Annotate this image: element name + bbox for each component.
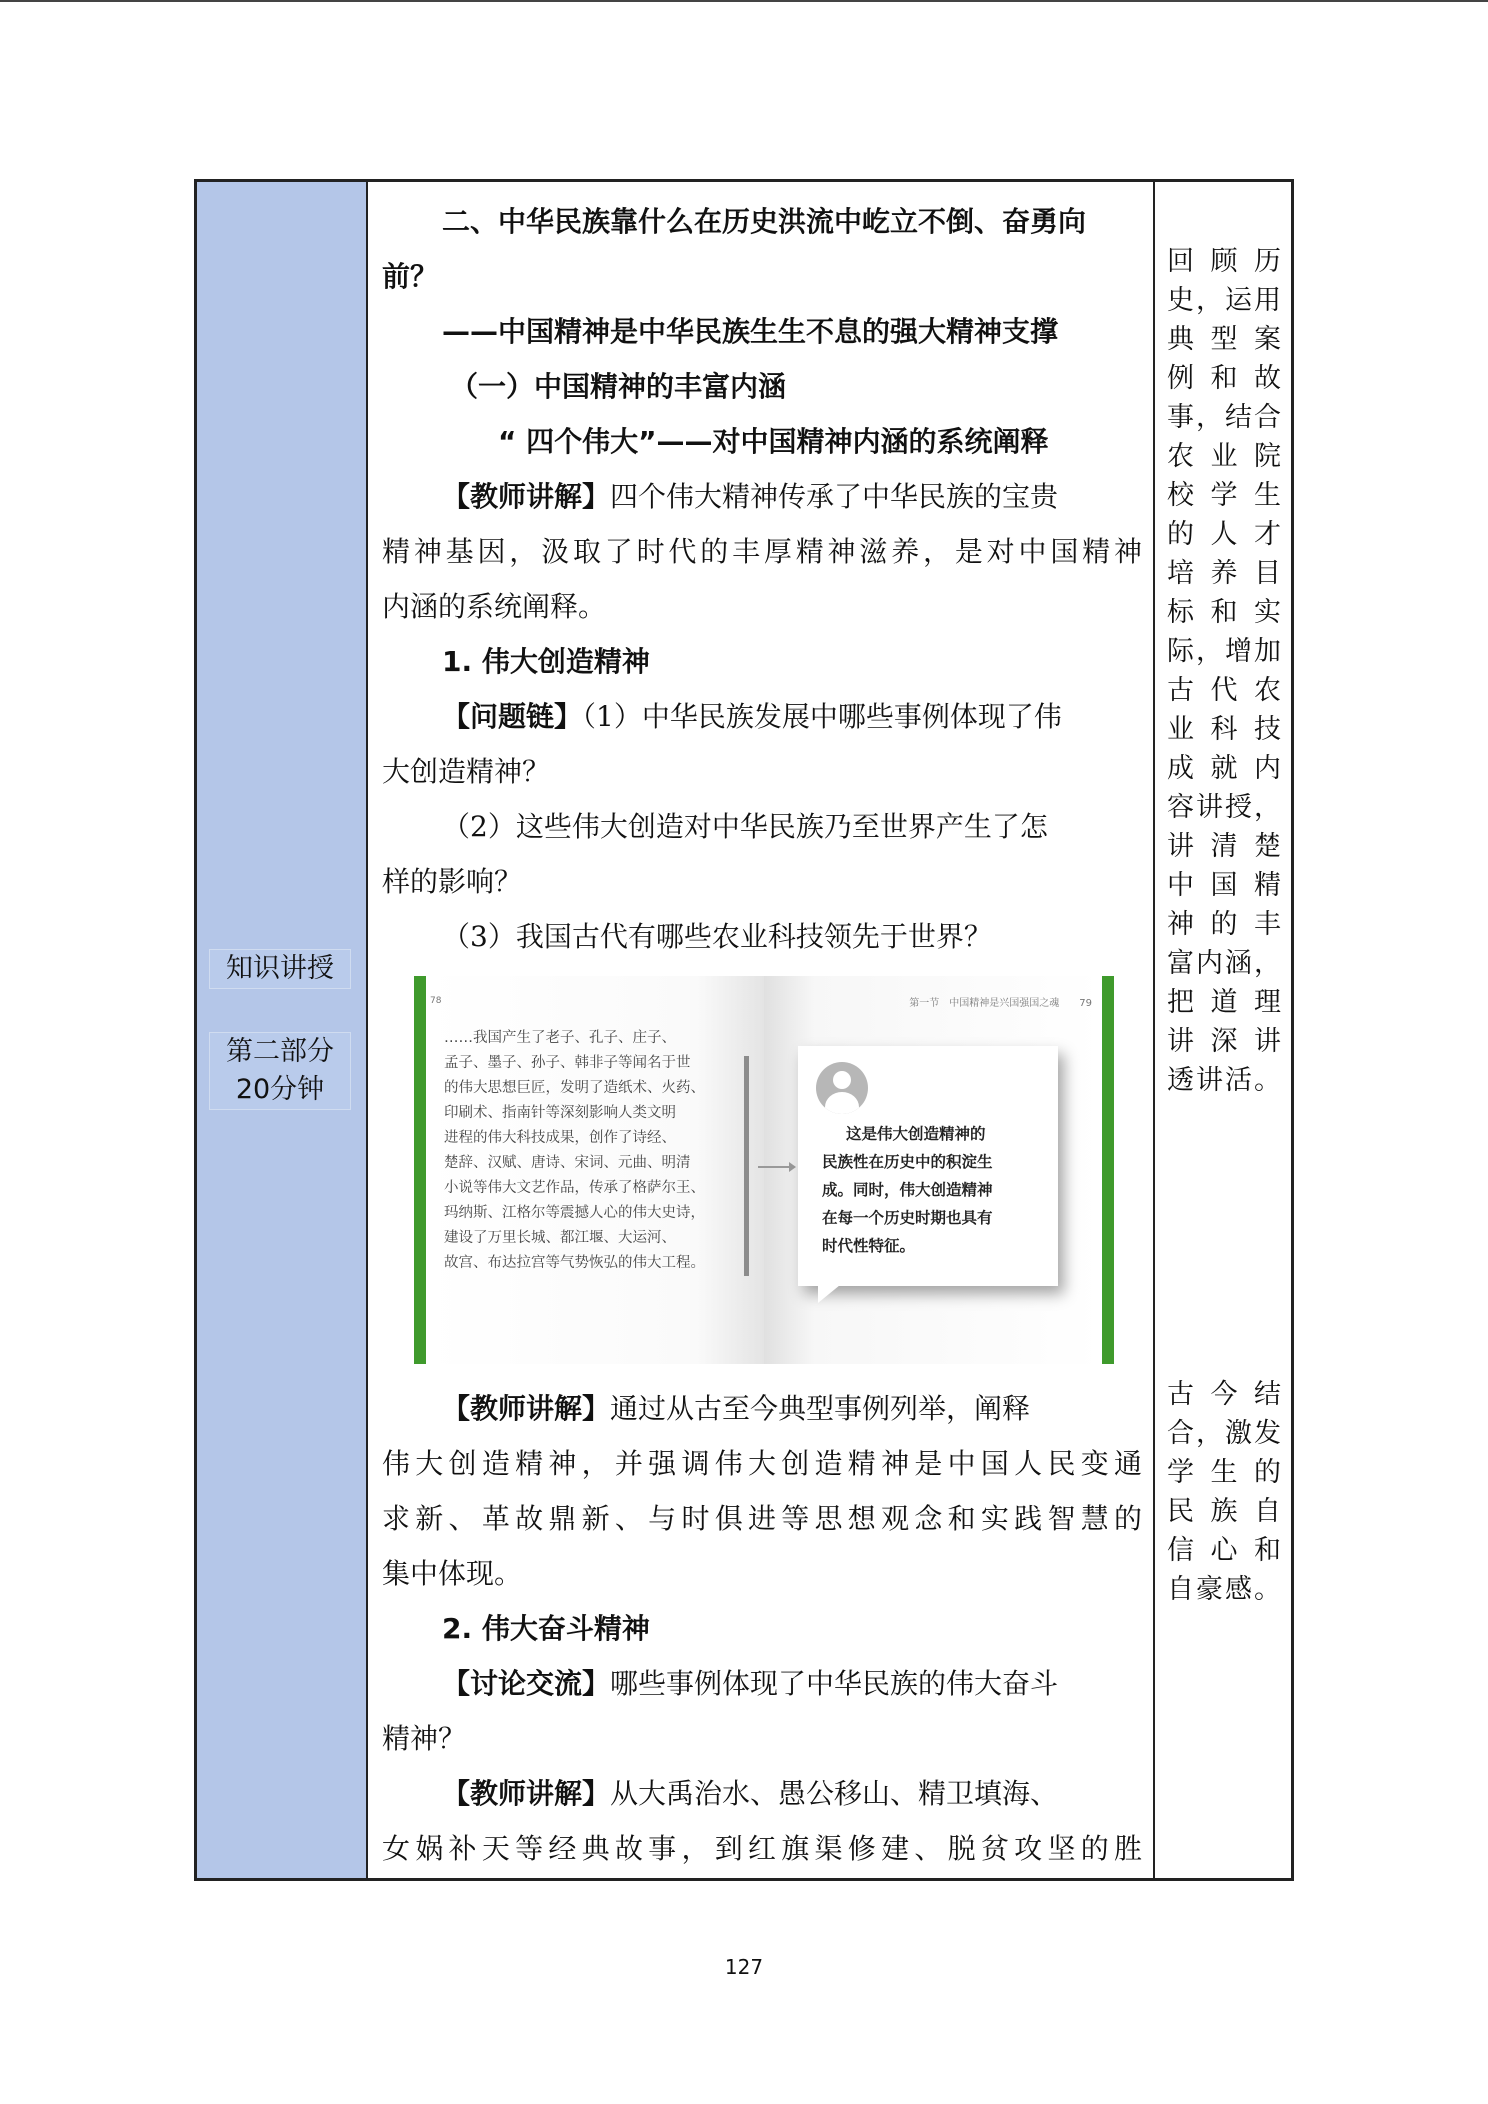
note-line: 富内涵， (1167, 948, 1281, 979)
question-tag: 【问题链】 (442, 700, 583, 733)
question-text: （1）中华民族发展中哪些事例体现了伟 (582, 700, 1062, 733)
section-heading-line-1: 二、中华民族靠什么在历史洪流中屹立不倒、奋勇向 (442, 205, 1087, 238)
book-running-header: 第一节 中国精神是兴国强国之魂 79 (909, 998, 1092, 1009)
note-line: 际，增加 (1167, 636, 1281, 667)
paragraph-line (382, 1381, 1142, 1436)
section-heading-line-2: 前？ (382, 260, 439, 293)
discussion-line: 精神？ (382, 1722, 467, 1755)
quote-line: 的伟大思想巨匠，发明了造纸术、火药、 (444, 1080, 705, 1096)
part-name: 第二部分 (226, 1036, 334, 1067)
page-number: 127 (724, 1955, 764, 1979)
quote-line: 故宫、布达拉宫等气势恢弘的伟大工程。 (444, 1255, 705, 1271)
question-line: 样的影响？ (382, 865, 523, 898)
design-note-2 (1167, 1375, 1281, 1609)
teacher-tag: 【教师讲解】 (442, 1392, 611, 1425)
quote-line: 小说等伟大文艺作品，传承了格萨尔王、 (444, 1180, 705, 1196)
note-line: 透讲活。 (1167, 1065, 1281, 1096)
note-line: 史，运用 (1167, 285, 1281, 316)
paragraph-line: 内涵的系统阐释。 (382, 590, 607, 623)
bubble-line: 在每一个历史时期也具有 (822, 1209, 993, 1227)
note-line: 校学生 (1167, 480, 1281, 511)
note-line: 把道理 (1167, 987, 1281, 1018)
note-line: 神的丰 (1167, 909, 1281, 940)
note-line: 信心和 (1167, 1535, 1281, 1566)
point-title: 2. 伟大奋斗精神 (442, 1612, 650, 1645)
quote-line: 玛纳斯、江格尔等震撼人心的伟大史诗， (444, 1205, 705, 1221)
paragraph-line: 女娲补天等经典故事，到红旗渠修建、脱贫攻坚的胜 (382, 1832, 1142, 1865)
question-line (382, 689, 1142, 744)
note-line: 培养目 (1167, 558, 1281, 589)
note-line: 标和实 (1167, 597, 1281, 628)
section-subtitle: ——中国精神是中华民族生生不息的强大精神支撑 (442, 315, 1059, 348)
bubble-line: 成。同时，伟大创造精神 (822, 1181, 993, 1199)
question-line: 大创造精神？ (382, 755, 551, 788)
note-line: 学生的 (1167, 1457, 1281, 1488)
design-note-1 (1167, 242, 1281, 1100)
book-page-number: 78 (430, 996, 442, 1006)
arrow-right-icon (758, 1166, 794, 1168)
note-line: 成就内 (1167, 753, 1281, 784)
quote-line: 孟子、墨子、孙子、韩非子等闻名于世 (444, 1055, 691, 1071)
paragraph-line: 集中体现。 (382, 1557, 523, 1590)
discussion-tag: 【讨论交流】 (442, 1667, 611, 1700)
question-line: （3）我国古代有哪些农业科技领先于世界？ (442, 920, 992, 953)
textbook-image (414, 976, 1114, 1364)
note-line: 自豪感。 (1167, 1574, 1281, 1605)
note-line: 古代农 (1167, 675, 1281, 706)
paragraph-line (382, 1766, 1142, 1821)
user-avatar-icon (816, 1062, 868, 1114)
note-line: 古今结 (1167, 1379, 1281, 1410)
bubble-line: 时代性特征。 (822, 1237, 916, 1255)
bubble-line: 民族性在历史中的积淀生 (822, 1153, 993, 1171)
speech-bubble-tail (818, 1285, 840, 1303)
content-column (368, 182, 1155, 1878)
note-line: 事，结合 (1167, 402, 1281, 433)
note-line: 讲清楚 (1167, 831, 1281, 862)
note-line: 例和故 (1167, 363, 1281, 394)
quote-line: ……我国产生了老子、孔子、庄子、 (444, 1030, 676, 1046)
book-cover-edge (414, 976, 426, 1364)
paragraph-text: 通过从古至今典型事例列举，阐释 (610, 1392, 1031, 1425)
paragraph-line (382, 469, 1142, 524)
quote-line: 进程的伟大科技成果，创作了诗经、 (444, 1130, 676, 1146)
quote-line: 楚辞、汉赋、唐诗、宋词、元曲、明清 (444, 1155, 691, 1171)
stage-label: 知识讲授 (209, 949, 351, 989)
teacher-tag: 【教师讲解】 (442, 1777, 611, 1810)
bubble-line: 这是伟大创造精神的 (846, 1125, 986, 1143)
note-line: 的人才 (1167, 519, 1281, 550)
note-line: 业科技 (1167, 714, 1281, 745)
note-line: 中国精 (1167, 870, 1281, 901)
note-line: 民族自 (1167, 1496, 1281, 1527)
paragraph-line: 伟大创造精神，并强调伟大创造精神是中国人民变通 (382, 1447, 1142, 1480)
note-line: 典型案 (1167, 324, 1281, 355)
note-line: 农业院 (1167, 441, 1281, 472)
paragraph-text: 从大禹治水、愚公移山、精卫填海、 (610, 1777, 1059, 1810)
quote-bar (744, 1056, 749, 1276)
note-line: 回顾历 (1167, 246, 1281, 277)
note-line: 讲深讲 (1167, 1026, 1281, 1057)
paragraph-text: 四个伟大精神传承了中华民族的宝贵 (610, 480, 1059, 513)
lesson-table (194, 179, 1294, 1881)
book-quote (444, 1026, 744, 1276)
stage-column (197, 182, 368, 1878)
book-cover-edge (1102, 976, 1114, 1364)
paragraph-line: 精神基因，汲取了时代的丰厚精神滋养，是对中国精神 (382, 535, 1142, 568)
stage-part-label (209, 1032, 351, 1110)
quote-line: 建设了万里长城、都江堰、大运河、 (444, 1230, 676, 1246)
quote-line: 印刷术、指南针等深刻影响人类文明 (444, 1105, 676, 1121)
notes-column (1155, 182, 1291, 1878)
paragraph-line: 求新、革故鼎新、与时俱进等思想观念和实践智慧的 (382, 1502, 1142, 1535)
note-line: 合，激发 (1167, 1418, 1281, 1449)
bubble-text (822, 1120, 1052, 1260)
subsection-title: （一）中国精神的丰富内涵 (450, 370, 787, 403)
page-top-border (0, 0, 1488, 2)
question-line: （2）这些伟大创造对中华民族乃至世界产生了怎 (442, 810, 1048, 843)
discussion-text: 哪些事例体现了中华民族的伟大奋斗 (610, 1667, 1059, 1700)
part-duration: 20分钟 (235, 1074, 325, 1105)
discussion-line (382, 1656, 1142, 1711)
point-title: 1. 伟大创造精神 (442, 645, 650, 678)
teacher-tag: 【教师讲解】 (442, 480, 611, 513)
subsection-subtitle: “ 四个伟大”——对中国精神内涵的系统阐释 (498, 425, 1049, 458)
note-line: 容讲授， (1167, 792, 1281, 823)
speech-bubble (798, 1046, 1058, 1286)
